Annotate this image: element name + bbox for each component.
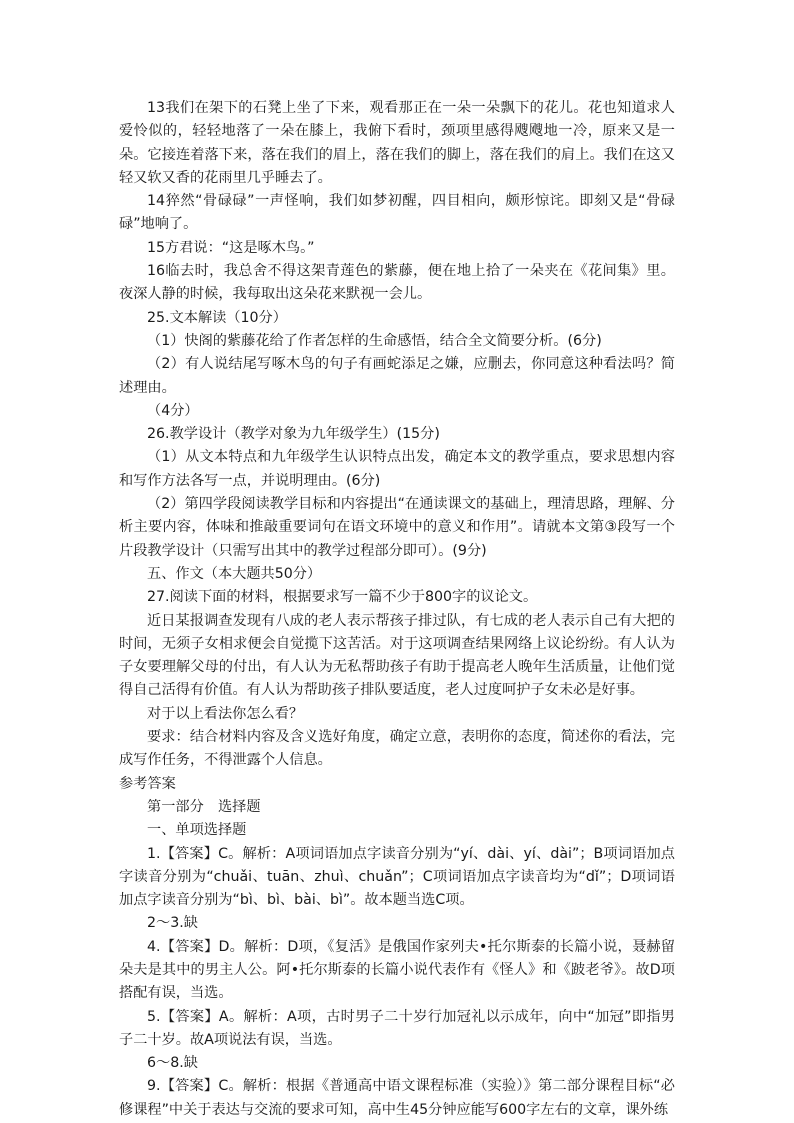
question-25-part-1: （1）快阁的紫藤花给了作者怎样的生命感悟，结合全文简要分析。(6分) (147, 332, 602, 349)
section-five-heading: 五、作文（本大题共50分） (147, 565, 322, 582)
answer-1: 1.【答案】C。解析：A项词语加点字读音分别为“yí、dài、yí、dài”；B项词语加点字读音分别为“chuǎi、tuān、zhuì、chuǎn”；C项词语加点字读音均为“dǐ”；D项词语加点字读音分别为“bì、bì、bài、bì”。故本题当选C项。 (119, 845, 675, 909)
answer-6-8: 6～8.缺 (147, 1055, 198, 1072)
single-choice-heading: 一、单项选择题 (147, 822, 247, 839)
document-page (119, 97, 675, 1122)
question-26-part-2: （2）第四学段阅读教学目标和内容提出“在通读课文的基础上，理清思路，理解、分析主要内容，体味和推敲重要词句在语文环境中的意义和作用”。请就本文第③段写一个片段教学设计（只需写出其中的教学过程部分即可）。(9分) (119, 496, 675, 559)
answer-9: 9.【答案】C。解析：根据《普通高中语文课程标准（实验）》第二部分课程目标“必修课程”中关于表达与交流的要求可知，高中生45分钟应能写600字左右的文章，课外练 (119, 1078, 675, 1118)
answer-4: 4.【答案】D。解析：D项，《复活》是俄国作家列夫•托尔斯泰的长篇小说，聂赫留朵夫是其中的男主人公。阿•托尔斯泰的长篇小说代表作有《怪人》和《跛老爷》。故D项搭配有误，当选。 (119, 938, 675, 1002)
paragraph-15: 15方君说：“这是啄木鸟。” (147, 239, 315, 256)
question-26-heading: 26.教学设计（教学对象为九年级学生）(15分) (147, 426, 440, 443)
paragraph-13: 13我们在架下的石凳上坐了下来，观看那正在一朵一朵飘下的花儿。花也知道求人爱怜似的，轻轻地落了一朵在膝上，我俯下看时，颈项里感得飕飕地一冷，原来又是一朵。它接连着落下来，落在我们的眉上，落在我们的脚上，落在我们的肩上。我们在这又轻又软又香的花雨里几乎睡去了。 (119, 100, 675, 186)
question-27-material: 近日某报调查发现有八成的老人表示帮孩子排过队，有七成的老人表示自己有大把的时间，无须子女相求便会自觉揽下这苦活。对于这项调查结果网络上议论纷纷。有人认为子女要理解父母的付出，有人认为无私帮助孩子有助于提高老人晚年生活质量，让他们觉得自己活得有价值。有人认为帮助孩子排队要适度，老人过度呵护子女未必是好事。 (119, 612, 675, 699)
question-27-requirements: 要求：结合材料内容及含义选好角度，确定立意，表明你的态度，简述你的看法，完成写作任务，不得泄露个人信息。 (119, 729, 675, 769)
paragraph-16: 16临去时，我总舍不得这架青莲色的紫藤，便在地上拾了一朵夹在《花间集》里。夜深人静的时候，我每取出这朵花来默视一会儿。 (119, 263, 675, 303)
paragraph-14: 14猝然“骨碌碌”一声怪响，我们如梦初醒，四目相向，颇形惊诧。即刻又是“骨碌碌”地响了。 (119, 193, 675, 233)
part-one-heading: 第一部分 选择题 (147, 798, 261, 815)
question-27-prompt: 对于以上看法你怎么看？ (147, 705, 304, 722)
question-25-heading: 25.文本解读（10分） (147, 309, 287, 326)
question-27-heading: 27.阅读下面的材料，根据要求写一篇不少于800字的议论文。 (147, 589, 538, 606)
question-25-part-2: （2）有人说结尾写啄木鸟的句子有画蛇添足之嫌，应删去，你同意这种看法吗？简述理由。 (119, 356, 675, 396)
answer-key-heading: 参考答案 (119, 775, 176, 792)
question-26-part-1: （1）从文本特点和九年级学生认识特点出发，确定本文的教学重点，要求思想内容和写作方法各写一点，并说明理由。(6分) (119, 449, 675, 489)
answer-2-3: 2～3.缺 (147, 915, 198, 932)
answer-5: 5.【答案】A。解析：A项，古时男子二十岁行加冠礼以示成年，向中“加冠”即指男子二十岁。故A项说法有误，当选。 (119, 1008, 675, 1048)
question-25-part-2-score: （4分） (147, 402, 199, 419)
